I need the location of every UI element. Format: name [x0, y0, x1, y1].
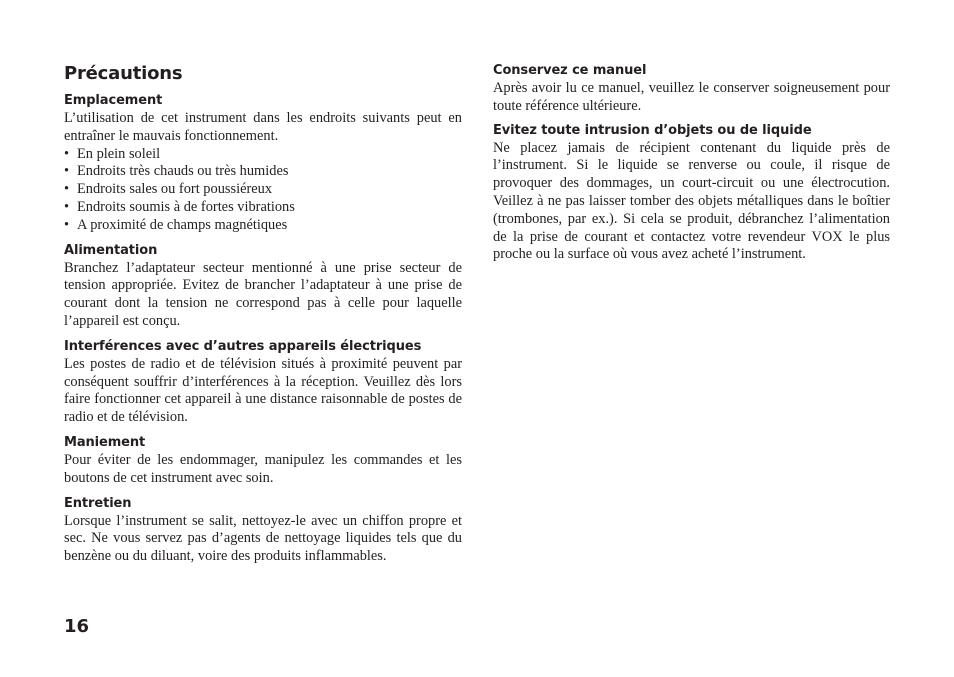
section-heading: Entretien: [64, 495, 132, 511]
section-interferences: [64, 338, 462, 427]
list-item: • Endroits soumis à de fortes vibrations: [64, 199, 462, 217]
section-heading: Evitez toute intrusion d’objets ou de liquide: [493, 122, 812, 138]
list-item: • En plein soleil: [64, 146, 462, 164]
right-column: [493, 62, 890, 270]
section-body: Lorsque l’instrument se salit, nettoyez-le avec un chiffon propre et sec. Ne vous servez pas d’agents de nettoyage liquides tels que du benzène ou du diluant, voire des produits inflammables.: [64, 512, 462, 565]
section-emplacement: [64, 92, 462, 235]
section-heading: Alimentation: [64, 242, 158, 258]
section-heading: Emplacement: [64, 93, 163, 108]
list-item: • Endroits sales ou fort poussiéreux: [64, 181, 462, 199]
list-item: • A proximité de champs magnétiques: [64, 217, 462, 235]
page-title: Précautions: [64, 63, 183, 84]
section-body: Pour éviter de les endommager, manipulez les commandes et les boutons de cet instrument avec soin.: [64, 451, 462, 486]
section-body: Branchez l’adaptateur secteur mentionné à une prise secteur de tension appropriée. Evitez de brancher l’adaptateur à une prise de courant dont la tension ne correspond pas à celle pour laquelle l’appareil est conçu.: [64, 259, 462, 329]
page-number: 16: [64, 616, 90, 637]
section-heading: Conservez ce manuel: [493, 63, 647, 78]
section-intrusion-objets: [493, 122, 890, 265]
bullet-list: [64, 146, 462, 235]
list-item: • Endroits très chauds ou très humides: [64, 163, 462, 181]
section-heading: Interférences avec d’autres appareils électriques: [64, 338, 422, 354]
section-entretien: [64, 495, 462, 566]
section-maniement: [64, 434, 462, 488]
left-column: [64, 62, 462, 573]
section-body: Les postes de radio et de télévision situés à proximité peuvent par conséquent souffrir d’interférences à la réception. Veuillez dès lors faire fonctionner cet appareil à une distance raisonnable de postes de radio et de télévision.: [64, 355, 462, 426]
section-alimentation: [64, 242, 462, 331]
section-heading: Maniement: [64, 434, 146, 450]
section-conservez-manuel: [493, 62, 890, 116]
section-body: Après avoir lu ce manuel, veuillez le conserver soigneusement pour toute référence ultérieure.: [493, 80, 890, 114]
section-body: Ne placez jamais de récipient contenant du liquide près de l’instrument. Si le liquide se renverse ou coule, il risque de provoquer des dommages, un court-circuit ou une électrocution. Veillez à ne pas laisser tomber des objets métalliques dans le boîtier (trombones, par ex.). Si cela se produit, débranchez l’alimentation de la prise de courant et contactez votre revendeur VOX le plus proche ou la surface où vous avez acheté l’instrument.: [493, 139, 890, 263]
section-body: L’utilisation de cet instrument dans les endroits suivants peut en entraîner le mauvais fonctionnement.: [64, 110, 462, 144]
